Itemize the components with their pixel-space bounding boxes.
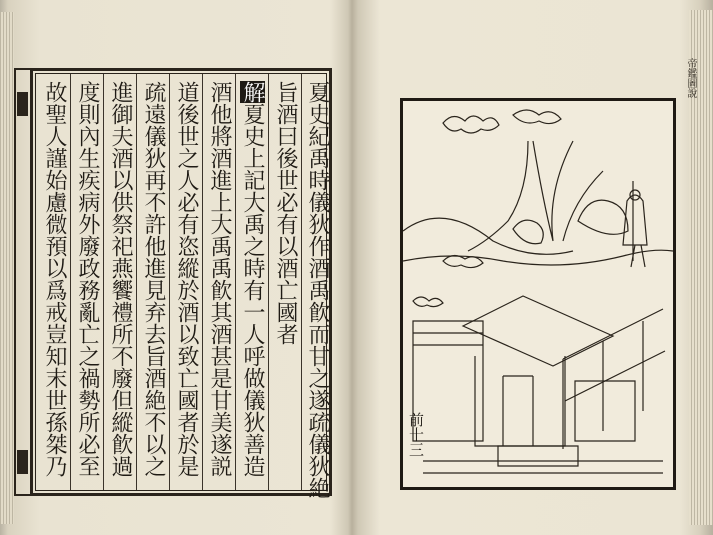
text-column-8: 度則內生疾病外廢政務亂亡之禍勢所必至 [75,81,100,477]
text-column-4: 酒他將酒進上大禹禹飮其酒甚是甘美遂説 [207,81,232,477]
column-rule [136,74,137,490]
text-column-3 [238,81,266,477]
jie-label: 解 [240,81,265,103]
page-edges-left [0,12,14,524]
column-rule [301,74,302,490]
margin-title: 帝鑑圖說 [685,58,696,98]
column-rule [70,74,71,490]
column-rule [103,74,104,490]
text-column-5: 道後世之人必有恣縱於酒以致亡國者於是 [174,81,199,477]
text-column-9: 故聖人謹始慮微預以爲戒豈知末世孫桀乃 [42,81,67,477]
text-column-6: 疏遠儀狄再不許他進見弃去旨酒絶不以之 [141,81,166,477]
column-rule [169,74,170,490]
illustration-drawing [403,101,673,487]
text-column-3-body: 夏史上記大禹之時有一人呼做儀狄善造 [240,103,265,477]
fish-tail-mark-lower [17,450,28,474]
column-rule [268,74,269,490]
page-number: 前十三 [407,412,425,457]
column-rule [235,74,236,490]
text-column-1: 夏史紀禹時儀狄作酒禹飮而甘之遂疏儀狄絶 [305,81,330,499]
column-rule [202,74,203,490]
woodblock-illustration [400,98,676,490]
binding-strip [14,68,30,496]
text-column-7: 進御夫酒以供祭祀燕饗禮所不廢但縱飮過 [108,81,133,477]
text-column-2: 旨酒曰後世必有以酒亡國者 [273,81,298,345]
text-frame [30,68,332,499]
fish-tail-mark [17,92,28,116]
